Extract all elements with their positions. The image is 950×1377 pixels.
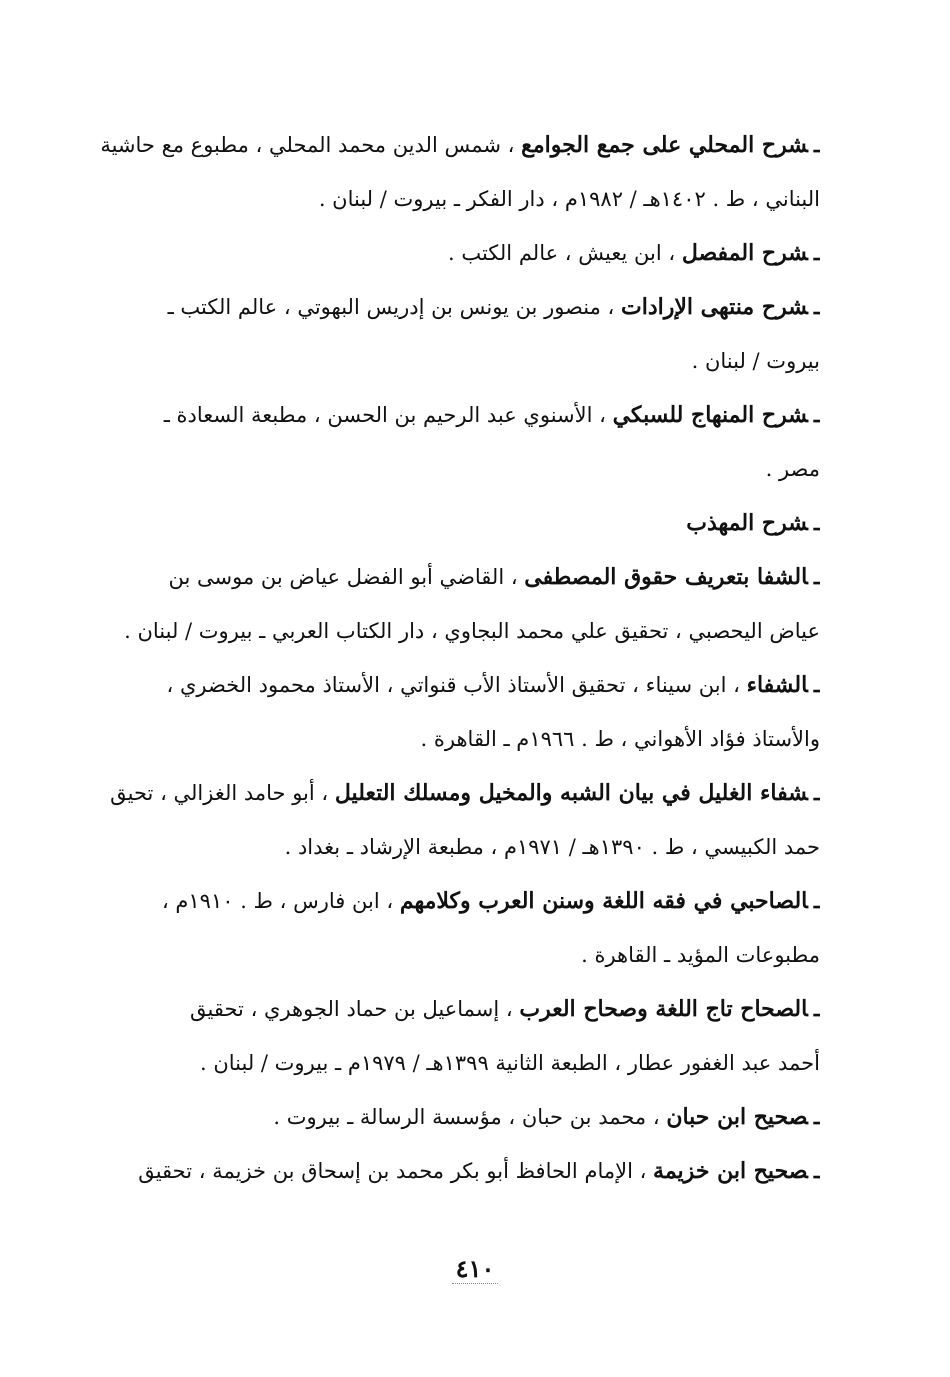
entry-text: ، القاضي أبو الفضل عياض بن موسى بن [168,565,518,589]
entry-text: ، ابن يعيش ، عالم الكتب . [448,241,676,265]
bibliography-list [66,118,820,1198]
entry-dash: ـ [813,510,820,535]
entry-title: شرح المنهاج للسبكي [612,402,808,428]
entry-dash: ـ [813,1158,820,1183]
bibliography-entry [66,550,820,658]
entry-continuation-line [66,604,820,658]
entry-text: ، أبو حامد الغزالي ، تحيق [110,781,329,805]
entry-text: ، الأسنوي عبد الرحيم بن الحسن ، مطبعة السعادة ـ [163,403,606,427]
entry-continuation-line [66,928,820,982]
entry-continuation-line [66,172,820,226]
entry-continuation-line [66,820,820,874]
entry-title: الصحاح تاج اللغة وصحاح العرب [519,996,808,1022]
entry-text: مصر . [765,457,820,481]
entry-title: شرح المحلي على جمع الجوامع [521,132,808,158]
bibliography-entry [66,982,820,1090]
entry-continuation-line [66,442,820,496]
entry-text: ، ابن فارس ، ط . ١٩١٠م ، [161,889,394,913]
entry-first-line [66,118,820,172]
entry-text: أحمد عبد الغفور عطار ، الطبعة الثانية ١٣٩٩هـ / ١٩٧٩م ـ بيروت / لبنان . [199,1051,820,1075]
entry-continuation-line [66,1036,820,1090]
entry-first-line [66,658,820,712]
entry-title: صحيح ابن خزيمة [653,1158,808,1184]
entry-dash: ـ [813,294,820,319]
entry-text: بيروت / لبنان . [691,349,820,373]
entry-text: ، الإمام الحافظ أبو بكر محمد بن إسحاق بن خزيمة ، تحقيق [138,1159,647,1183]
entry-title: شفاء الغليل في بيان الشبه والمخيل ومسلك التعليل [334,780,808,806]
entry-text: عياض اليحصبي ، تحقيق علي محمد البجاوي ، دار الكتاب العربي ـ بيروت / لبنان . [124,619,820,643]
entry-title: الشفاء [746,672,808,698]
entry-first-line [66,982,820,1036]
bibliography-entry [66,280,820,388]
page-number-text: ٤١٠ [452,1254,499,1284]
entry-text: ، منصور بن يونس بن إدريس البهوتي ، عالم الكتب ـ [167,295,615,319]
bibliography-entry [66,874,820,982]
entry-text: حمد الكبيسي ، ط . ١٣٩٠هـ / ١٩٧١م ، مطبعة الإرشاد ـ بغداد . [284,835,820,859]
entry-title: شرح منتهى الإرادات [621,294,808,320]
entry-text: ، محمد بن حبان ، مؤسسة الرسالة ـ بيروت . [273,1105,660,1129]
bibliography-entry [66,496,820,550]
bibliography-entry [66,1144,820,1198]
entry-dash: ـ [813,996,820,1021]
entry-dash: ـ [813,402,820,427]
entry-continuation-line [66,334,820,388]
entry-title: الشفا بتعريف حقوق المصطفى [524,564,808,590]
entry-title: صحيح ابن حبان [666,1104,808,1130]
entry-dash: ـ [813,888,820,913]
entry-text: ، شمس الدين محمد المحلي ، مطبوع مع حاشية [100,133,515,157]
entry-text: البناني ، ط . ١٤٠٢هـ / ١٩٨٢م ، دار الفكر ـ بيروت / لبنان . [318,187,820,211]
entry-first-line [66,1090,820,1144]
entry-title: شرح المفصل [681,240,808,266]
bibliography-entry [66,388,820,496]
entry-first-line [66,280,820,334]
page-number [0,1254,950,1283]
bibliography-entry [66,766,820,874]
entry-dash: ـ [813,132,820,157]
entry-first-line [66,874,820,928]
entry-dash: ـ [813,1104,820,1129]
entry-first-line [66,226,820,280]
entry-text: مطبوعات المؤيد ـ القاهرة . [581,943,820,967]
entry-title: شرح المهذب [686,510,808,536]
entry-text: ، إسماعيل بن حماد الجوهري ، تحقيق [190,997,513,1021]
bibliography-entry [66,658,820,766]
entry-dash: ـ [813,672,820,697]
entry-text: والأستاذ فؤاد الأهواني ، ط . ١٩٦٦م ـ القاهرة . [420,727,820,751]
entry-first-line [66,550,820,604]
bibliography-entry [66,118,820,226]
entry-first-line [66,388,820,442]
bibliography-entry [66,226,820,280]
entry-first-line [66,1144,820,1198]
entry-first-line [66,766,820,820]
entry-first-line [66,496,820,550]
entry-text: ، ابن سيناء ، تحقيق الأستاذ الأب قنواتي ، الأستاذ محمود الخضري ، [166,673,740,697]
bibliography-entry [66,1090,820,1144]
entry-dash: ـ [813,240,820,265]
entry-title: الصاحبي في فقه اللغة وسنن العرب وكلامهم [399,888,808,914]
entry-dash: ـ [813,780,820,805]
entry-continuation-line [66,712,820,766]
entry-dash: ـ [813,564,820,589]
